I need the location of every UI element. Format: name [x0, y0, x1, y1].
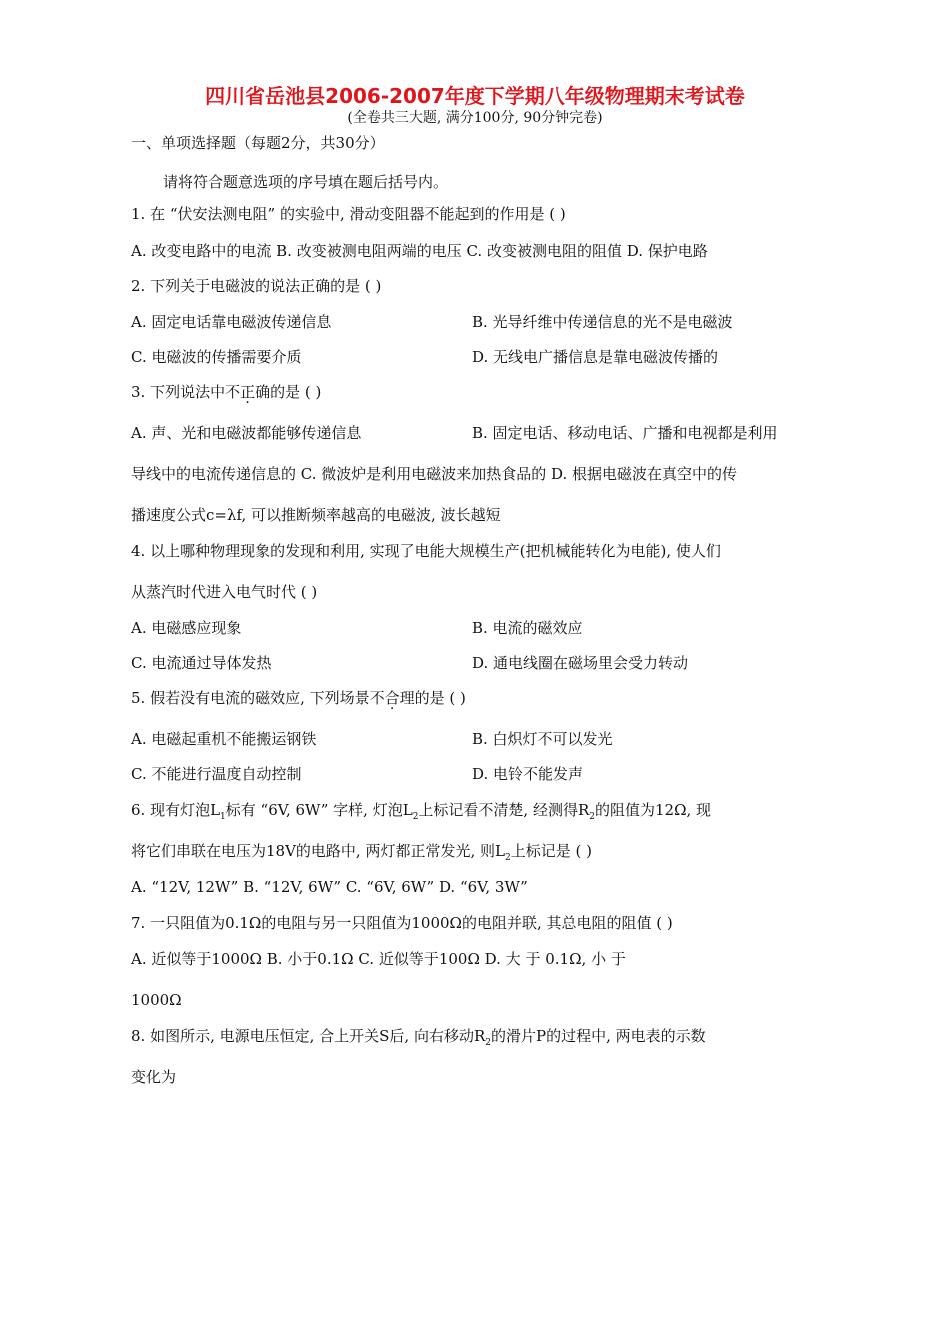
question-3-options-end: 播速度公式c=λf, 可以推断频率越高的电磁波, 波长越短: [131, 506, 501, 524]
instruction: 请将符合题意选项的序号填在题后括号内。: [163, 173, 449, 191]
question-7-options-end: 1000Ω: [131, 991, 182, 1009]
question-2: 2. 下列关于电磁波的说法正确的是 ( ): [131, 277, 382, 295]
question-4-option-d: D. 通电线圈在磁场里会受力转动: [472, 654, 689, 672]
question-2-option-a: A. 固定电话靠电磁波传递信息: [131, 313, 332, 331]
question-8-text: 的滑片P的过程中, 两电表的示数: [491, 1027, 706, 1045]
section-heading: 一、单项选择题（每题2分，共30分）: [131, 134, 385, 152]
question-6-text: 上标记是 ( ): [510, 842, 592, 860]
subscript: 2: [504, 853, 511, 863]
question-5-option-b: B. 白炽灯不可以发光: [472, 730, 613, 748]
question-2-option-c: C. 电磁波的传播需要介质: [131, 348, 302, 366]
question-6: [131, 800, 711, 827]
question-3-text: 3. 下列说法中: [131, 383, 226, 401]
question-3-option-b: B. 固定电话、移动电话、广播和电视都是利用: [472, 424, 778, 442]
question-5-text-end: 的是 ( ): [414, 689, 466, 707]
subscript: 2: [485, 1038, 491, 1048]
subscript: 2: [589, 812, 595, 822]
question-1-options: A. 改变电路中的电流 B. 改变被测电阻两端的电压 C. 改变被测电阻的阻值 D. 保护电路: [131, 242, 708, 260]
question-6-text: 将它们串联在电压为18V的电路中, 两灯都正常发光, 则L: [131, 842, 505, 860]
question-5-option-c: C. 不能进行温度自动控制: [131, 765, 302, 783]
question-3-text-end: 的是 ( ): [270, 383, 322, 401]
question-2-option-b: B. 光导纤维中传递信息的光不是电磁波: [472, 313, 733, 331]
exam-info: (全卷共三大题, 满分100分, 90分钟完卷): [347, 110, 603, 126]
question-4-option-c: C. 电流通过导体发热: [131, 654, 272, 672]
question-7: 7. 一只阻值为0.1Ω的电阻与另一只阻值为1000Ω的电阻并联, 其总电阻的阻值 ( ): [131, 914, 673, 932]
question-2-option-d: D. 无线电广播信息是靠电磁波传播的: [472, 348, 719, 366]
question-6-text: 的阻值为12Ω, 现: [595, 801, 712, 819]
question-6-text: 上标记看不清楚, 经测得R: [418, 801, 590, 819]
question-3: [131, 382, 321, 402]
question-6-cont: [131, 841, 592, 868]
question-5-text: 5. 假若没有电流的磁效应, 下列场景: [131, 689, 370, 707]
page-title: 四川省岳池县2006-2007年度下学期八年级物理期末考试卷: [205, 84, 745, 108]
question-6-text: 6. 现有灯泡L: [131, 801, 221, 819]
subscript: 1: [220, 812, 226, 822]
question-4-cont: 从蒸汽时代进入电气时代 ( ): [131, 583, 318, 601]
question-8-cont: 变化为: [131, 1068, 177, 1086]
question-8: [131, 1026, 706, 1053]
question-6-text: 标有 “6V, 6W” 字样, 灯泡L: [225, 801, 413, 819]
question-5-emphasis: 不合理: [369, 689, 415, 707]
subscript: 2: [412, 812, 419, 822]
question-3-option-a: A. 声、光和电磁波都能够传递信息: [131, 424, 362, 442]
question-1: 1. 在 “伏安法测电阻” 的实验中, 滑动变阻器不能起到的作用是 ( ): [131, 205, 566, 223]
question-5-option-a: A. 电磁起重机不能搬运钢铁: [131, 730, 317, 748]
question-3-emphasis: 不正确: [225, 383, 271, 401]
question-6-options: A. “12V, 12W” B. “12V, 6W” C. “6V, 6W” D. “6V, 3W”: [131, 878, 528, 896]
question-3-options-cont: 导线中的电流传递信息的 C. 微波炉是利用电磁波来加热食品的 D. 根据电磁波在真空中的传: [131, 465, 738, 483]
question-7-options: A. 近似等于1000Ω B. 小于0.1Ω C. 近似等于100Ω D. 大 于 0.1Ω, 小 于: [131, 950, 626, 968]
question-4-option-b: B. 电流的磁效应: [472, 619, 583, 637]
question-5-option-d: D. 电铃不能发声: [472, 765, 584, 783]
question-4: 4. 以上哪种物理现象的发现和利用, 实现了电能大规模生产(把机械能转化为电能), 使人们: [131, 542, 721, 560]
question-5: [131, 688, 466, 708]
question-4-option-a: A. 电磁感应现象: [131, 619, 242, 637]
question-8-text: 8. 如图所示, 电源电压恒定, 合上开关S后, 向右移动R: [131, 1027, 486, 1045]
